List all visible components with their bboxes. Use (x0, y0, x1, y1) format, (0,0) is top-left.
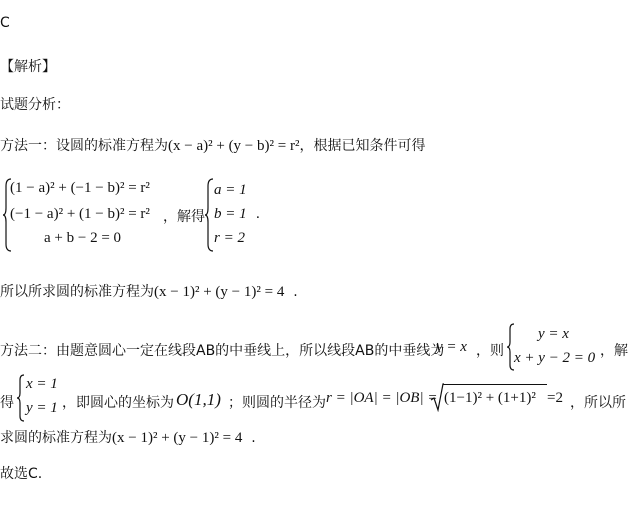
method1-equation: (x − a)² + (y − b)² = r² (168, 138, 300, 154)
method1-line (0, 137, 425, 155)
conclusion: 故选C. (0, 466, 43, 482)
left-brace-icon (204, 178, 214, 252)
method2-line4 (0, 427, 256, 447)
m2-system-eq-2: x + y − 2 = 0 (514, 350, 596, 366)
perp-bisector-eq: y = x (436, 339, 467, 355)
sqrt-icon (430, 382, 444, 412)
solution-r: r = 2 (214, 230, 245, 246)
center-text: ，即圆心的坐标为 (62, 395, 174, 411)
m2-system-eq-1: y = x (538, 326, 569, 342)
method2-equation: (x − 1)² + (y − 1)² = 4 (112, 430, 243, 446)
result1-line (0, 283, 298, 301)
line4-prefix: 求圆的标准方程为 (0, 430, 112, 446)
method1-prefix: 方法一：设圆的标准方程为 (0, 138, 168, 154)
system-eq-1: (1 − a)² + (−1 − b)² = r² (10, 180, 150, 196)
de-label: 得 (0, 395, 14, 411)
system-eq-2: (−1 − a)² + (1 − b)² = r² (10, 206, 150, 222)
result1-equation: (x − 1)² + (y − 1)² = 4 (154, 284, 285, 300)
method1-suffix: ，根据已知条件可得 (299, 138, 426, 154)
m2-solve-label: ，解 (600, 343, 628, 359)
method2-prefix: 方法二：由题意圆心一定在线段AB的中垂线上，所以线段AB的中垂线为 (0, 343, 445, 359)
radius-text: ；则圆的半径为 (228, 395, 326, 411)
result1-suffix: . (293, 284, 298, 300)
center-point: O(1,1) (176, 390, 221, 409)
radius-value: =2 (547, 390, 563, 406)
radius-sqrt-content: (1−1)² + (1+1)² (444, 390, 536, 406)
method2-suffix: . (251, 430, 256, 446)
solve-label: ，解得 (163, 209, 205, 225)
analysis-label: 试题分析： (0, 97, 70, 113)
solution-period: . (256, 206, 260, 222)
solution-a: a = 1 (214, 182, 247, 198)
then-label: ，则 (476, 343, 504, 359)
method2-block (0, 320, 630, 450)
solution-b: b = 1 (214, 206, 247, 222)
m2-solution-y: y = 1 (26, 400, 58, 416)
answer-letter: C (0, 15, 10, 31)
m2-solution-x: x = 1 (26, 376, 58, 392)
method1-system (0, 176, 630, 256)
method2-tail: ，所以所 (570, 395, 626, 411)
left-brace-icon (16, 374, 25, 422)
section-title: 【解析】 (0, 59, 56, 75)
radius-lhs: r = |OA| = |OB| = (326, 390, 438, 406)
sqrt-overline (443, 384, 547, 385)
result1-prefix: 所以所求圆的标准方程为 (0, 284, 154, 300)
system-eq-3: a + b − 2 = 0 (44, 230, 122, 246)
